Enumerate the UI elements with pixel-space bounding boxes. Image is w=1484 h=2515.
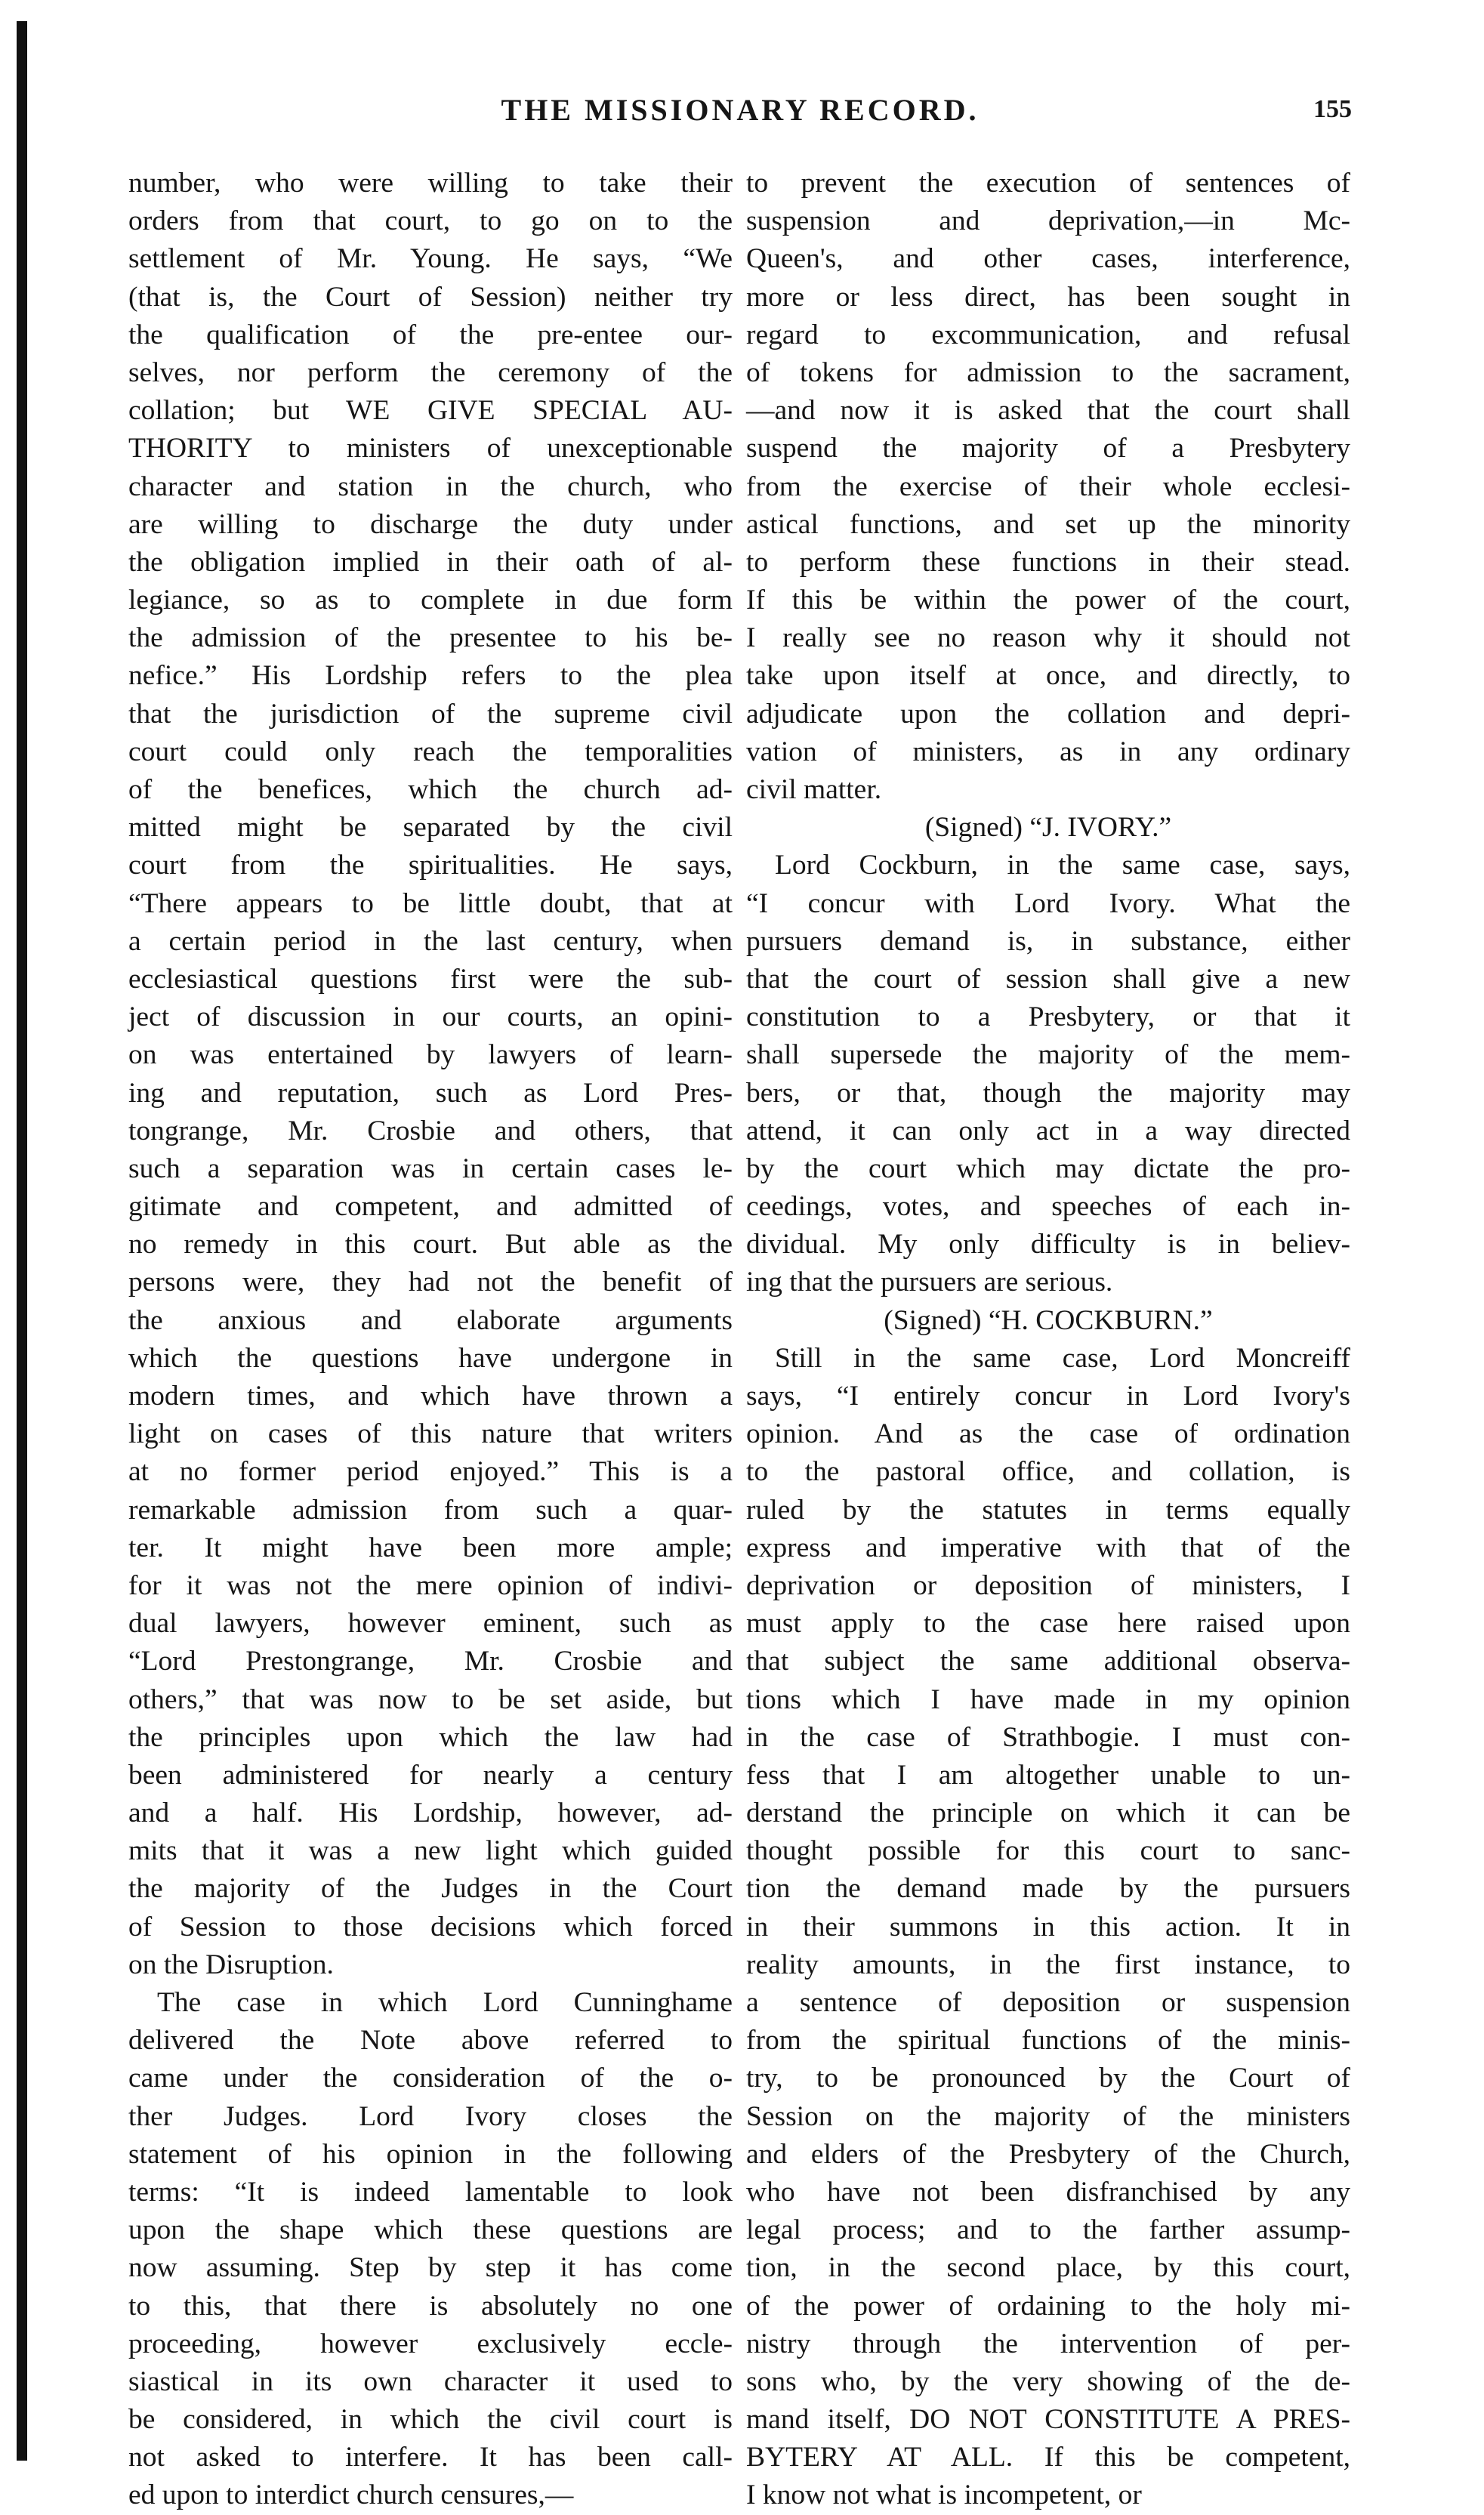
right-column-line: Lord Cockburn, in the same case, says,	[775, 850, 1350, 881]
right-column-line: from the spiritual functions of the minis-	[746, 2025, 1350, 2057]
right-column-line: Still in the same case, Lord Moncreiff	[775, 1342, 1350, 1374]
left-column-line: are willing to discharge the duty under	[128, 508, 733, 540]
left-column-line: others,” that was now to be set aside, but	[128, 1683, 733, 1715]
left-column-line: came under the consideration of the o-	[128, 2063, 733, 2094]
left-column-line: persons were, they had not the benefit of	[128, 1267, 733, 1298]
left-column-line: ject of discussion in our courts, an opini-	[128, 1001, 733, 1033]
left-column-line: which the questions have undergone in	[128, 1342, 733, 1374]
left-column-line: collation; but WE GIVE SPECIAL AU-	[128, 395, 733, 427]
left-column-line: be considered, in which the civil court is	[128, 2404, 733, 2436]
left-column-line: been administered for nearly a century	[128, 1759, 733, 1791]
right-column-line: pursuers demand is, in substance, either	[746, 925, 1350, 957]
right-column-line: (Signed) “H. COCKBURN.”	[884, 1304, 1213, 1336]
right-column-line: dividual. My only difficulty is in believ-	[746, 1229, 1350, 1261]
right-column-line: “I concur with Lord Ivory. What the	[746, 887, 1350, 919]
right-column-line: ceedings, votes, and speeches of each in-	[746, 1191, 1350, 1223]
left-column-line: siastical in its own character it used to	[128, 2365, 733, 2397]
left-column-line: the majority of the Judges in the Court	[128, 1873, 733, 1905]
right-column-line: more or less direct, has been sought in	[746, 281, 1350, 313]
left-column-line: mits that it was a new light which guided	[128, 1835, 733, 1867]
right-column-line: tion, in the second place, by this court,	[746, 2252, 1350, 2284]
left-column-line: court could only reach the temporalities	[128, 736, 733, 767]
right-column-line: I really see no reason why it should not	[746, 622, 1350, 654]
right-column-line: derstand the principle on which it can be	[746, 1798, 1350, 1829]
right-column-line: try, to be pronounced by the Court of	[746, 2063, 1350, 2094]
left-column-line: such a separation was in certain cases le-	[128, 1153, 733, 1184]
left-column-line: ecclesiastical questions first were the sub-	[128, 963, 733, 995]
right-column-line: tion the demand made by the pursuers	[746, 1873, 1350, 1905]
left-column-line: for it was not the mere opinion of indivi-	[128, 1569, 733, 1601]
left-column-line: gitimate and competent, and admitted of	[128, 1191, 733, 1223]
left-column-line: the admission of the presentee to his be-	[128, 622, 733, 654]
right-column-line: (Signed) “J. IVORY.”	[924, 812, 1172, 844]
right-column-line: suspension and deprivation,—in Mc-	[746, 205, 1350, 237]
left-column-line: of the benefices, which the church ad-	[128, 774, 733, 805]
left-column-line: to this, that there is absolutely no one	[128, 2290, 733, 2322]
right-column-line: vation of ministers, as in any ordinary	[746, 736, 1350, 767]
left-column-line: upon the shape which these questions are	[128, 2214, 733, 2246]
right-column-line: astical functions, and set up the minority	[746, 508, 1350, 540]
right-column-line: Queen's, and other cases, interference,	[746, 243, 1350, 275]
left-column-line: on the Disruption.	[128, 1949, 334, 1980]
right-column-line: that the court of session shall give a new	[746, 963, 1350, 995]
left-column-line: modern times, and which have thrown a	[128, 1381, 733, 1412]
right-column-line: by the court which may dictate the pro-	[746, 1153, 1350, 1184]
right-column-line: of the power of ordaining to the holy mi-	[746, 2290, 1350, 2322]
binding-edge-rule	[17, 21, 27, 2461]
right-column	[746, 165, 1350, 2515]
right-column-line: deprivation or deposition of ministers, I	[746, 1569, 1350, 1601]
right-column-line: —and now it is asked that the court shall	[746, 395, 1350, 427]
left-column-line: THORITY to ministers of unexceptionable	[128, 433, 733, 464]
left-column-line: “Lord Prestongrange, Mr. Crosbie and	[128, 1646, 733, 1677]
page-number: 155	[1313, 95, 1352, 123]
right-column-line: who have not been disfranchised by any	[746, 2176, 1350, 2208]
right-column-line: and elders of the Presbytery of the Church,	[746, 2138, 1350, 2170]
left-column-line: of Session to those decisions which forced	[128, 1911, 733, 1943]
left-column-line: mitted might be separated by the civil	[128, 812, 733, 844]
right-column-line: BYTERY AT ALL. If this be competent,	[746, 2442, 1350, 2473]
left-column-line: at no former period enjoyed.” This is a	[128, 1456, 733, 1488]
right-column-line: to prevent the execution of sentences of	[746, 168, 1350, 199]
left-column-line: not asked to interfere. It has been call-	[128, 2442, 733, 2473]
left-column-line: “There appears to be little doubt, that at	[128, 887, 733, 919]
left-column-line: and a half. His Lordship, however, ad-	[128, 1798, 733, 1829]
left-column	[128, 165, 733, 2515]
right-column-line: civil matter.	[746, 774, 882, 805]
right-column-line: I know not what is incompetent, or	[746, 2480, 1142, 2511]
right-column-line: to perform these functions in their stead.	[746, 546, 1350, 578]
page-header	[128, 92, 1352, 139]
right-column-line: thought possible for this court to sanc-	[746, 1835, 1350, 1867]
left-column-line: the anxious and elaborate arguments	[128, 1304, 733, 1336]
right-column-line: fess that I am altogether unable to un-	[746, 1759, 1350, 1791]
left-column-line: court from the spiritualities. He says,	[128, 850, 733, 881]
right-column-line: mand itself, DO NOT CONSTITUTE A PRES-	[746, 2404, 1350, 2436]
left-column-line: ter. It might have been more ample;	[128, 1532, 733, 1563]
right-column-line: to the pastoral office, and collation, is	[746, 1456, 1350, 1488]
left-column-line: proceeding, however exclusively eccle-	[128, 2328, 733, 2359]
left-column-line: legiance, so as to complete in due form	[128, 585, 733, 616]
left-column-line: delivered the Note above referred to	[128, 2025, 733, 2057]
right-column-line: bers, or that, though the majority may	[746, 1077, 1350, 1109]
right-column-line: suspend the majority of a Presbytery	[746, 433, 1350, 464]
right-column-line: regard to excommunication, and refusal	[746, 319, 1350, 350]
left-column-line: the qualification of the pre-entee our-	[128, 319, 733, 350]
left-column-line: character and station in the church, who	[128, 471, 733, 502]
left-column-line: The case in which Lord Cunninghame	[157, 1987, 733, 2018]
left-column-line: terms: “It is indeed lamentable to look	[128, 2176, 733, 2208]
right-column-line: If this be within the power of the court,	[746, 585, 1350, 616]
left-column-line: that the jurisdiction of the supreme civil	[128, 698, 733, 730]
right-column-line: express and imperative with that of the	[746, 1532, 1350, 1563]
right-column-line: a sentence of deposition or suspension	[746, 1987, 1350, 2018]
right-column-line: ing that the pursuers are serious.	[746, 1267, 1113, 1298]
left-column-line: nefice.” His Lordship refers to the plea	[128, 660, 733, 692]
running-title: THE MISSIONARY RECORD.	[501, 93, 980, 127]
right-column-line: ruled by the statutes in terms equally	[746, 1494, 1350, 1526]
right-column-line: attend, it can only act in a way directed	[746, 1115, 1350, 1146]
right-column-line: from the exercise of their whole ecclesi-	[746, 471, 1350, 502]
left-column-line: now assuming. Step by step it has come	[128, 2252, 733, 2284]
right-column-line: constitution to a Presbytery, or that it	[746, 1001, 1350, 1033]
left-column-line: orders from that court, to go on to the	[128, 205, 733, 237]
left-column-line: the obligation implied in their oath of al-	[128, 546, 733, 578]
right-column-line: sons who, by the very showing of the de-	[746, 2365, 1350, 2397]
left-column-line: tongrange, Mr. Crosbie and others, that	[128, 1115, 733, 1146]
left-column-line: statement of his opinion in the following	[128, 2138, 733, 2170]
left-column-line: light on cases of this nature that writers	[128, 1418, 733, 1450]
left-column-line: dual lawyers, however eminent, such as	[128, 1608, 733, 1640]
left-column-line: remarkable admission from such a quar-	[128, 1494, 733, 1526]
right-column-line: shall supersede the majority of the mem-	[746, 1039, 1350, 1071]
right-column-line: in the case of Strathbogie. I must con-	[746, 1721, 1350, 1753]
left-column-line: the principles upon which the law had	[128, 1721, 733, 1753]
right-column-line: that subject the same additional observa-	[746, 1646, 1350, 1677]
right-column-line: take upon itself at once, and directly, to	[746, 660, 1350, 692]
left-column-line: no remedy in this court. But able as the	[128, 1229, 733, 1261]
left-column-line: ed upon to interdict church censures,—	[128, 2480, 574, 2511]
right-column-line: of tokens for admission to the sacrament,	[746, 356, 1350, 388]
left-column-line: (that is, the Court of Session) neither try	[128, 281, 733, 313]
left-column-line: on was entertained by lawyers of learn-	[128, 1039, 733, 1071]
left-column-line: settlement of Mr. Young. He says, “We	[128, 243, 733, 275]
right-column-line: opinion. And as the case of ordination	[746, 1418, 1350, 1450]
right-column-line: nistry through the intervention of per-	[746, 2328, 1350, 2359]
left-column-line: number, who were willing to take their	[128, 168, 733, 199]
right-column-line: tions which I have made in my opinion	[746, 1683, 1350, 1715]
right-column-line: adjudicate upon the collation and depri-	[746, 698, 1350, 730]
right-column-line: Session on the majority of the ministers	[746, 2100, 1350, 2132]
left-column-line: selves, nor perform the ceremony of the	[128, 356, 733, 388]
left-column-line: ing and reputation, such as Lord Pres-	[128, 1077, 733, 1109]
right-column-line: legal process; and to the farther assump-	[746, 2214, 1350, 2246]
right-column-line: reality amounts, in the first instance, to	[746, 1949, 1350, 1980]
right-column-line: must apply to the case here raised upon	[746, 1608, 1350, 1640]
left-column-line: a certain period in the last century, when	[128, 925, 733, 957]
right-column-line: says, “I entirely concur in Lord Ivory's	[746, 1381, 1350, 1412]
right-column-line: in their summons in this action. It in	[746, 1911, 1350, 1943]
left-column-line: ther Judges. Lord Ivory closes the	[128, 2100, 733, 2132]
